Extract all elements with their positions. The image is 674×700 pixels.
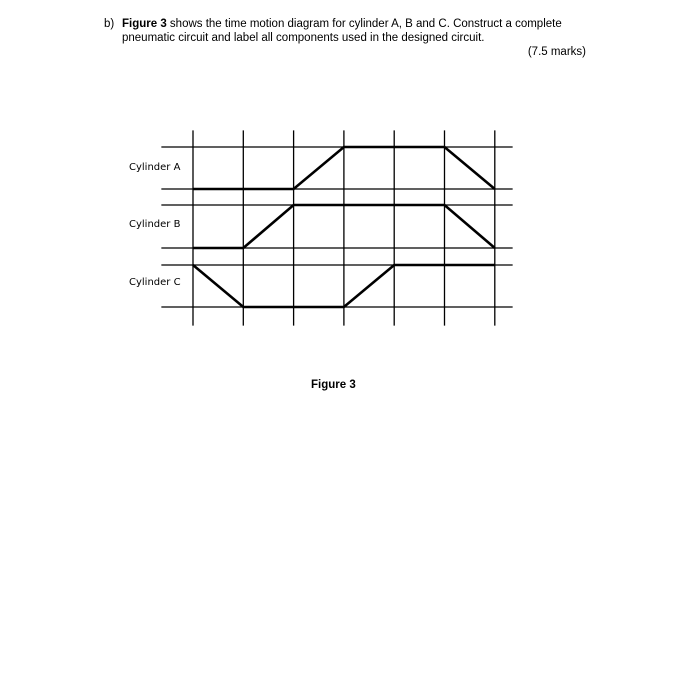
cylinder-c-label: Cylinder C (129, 277, 181, 288)
figure-reference: Figure 3 (122, 18, 167, 30)
figure-caption: Figure 3 (311, 379, 356, 391)
question-body: shows the time motion diagram for cylinder A, B and C. Construct a complete pneumatic circuit and label all components used in the designed circuit. (122, 18, 562, 44)
cylinder-b-label: Cylinder B (129, 219, 181, 230)
marks-label: (7.5 marks) (527, 46, 586, 58)
cylinder-a-label: Cylinder A (129, 162, 181, 173)
question-label: b) (104, 18, 115, 30)
